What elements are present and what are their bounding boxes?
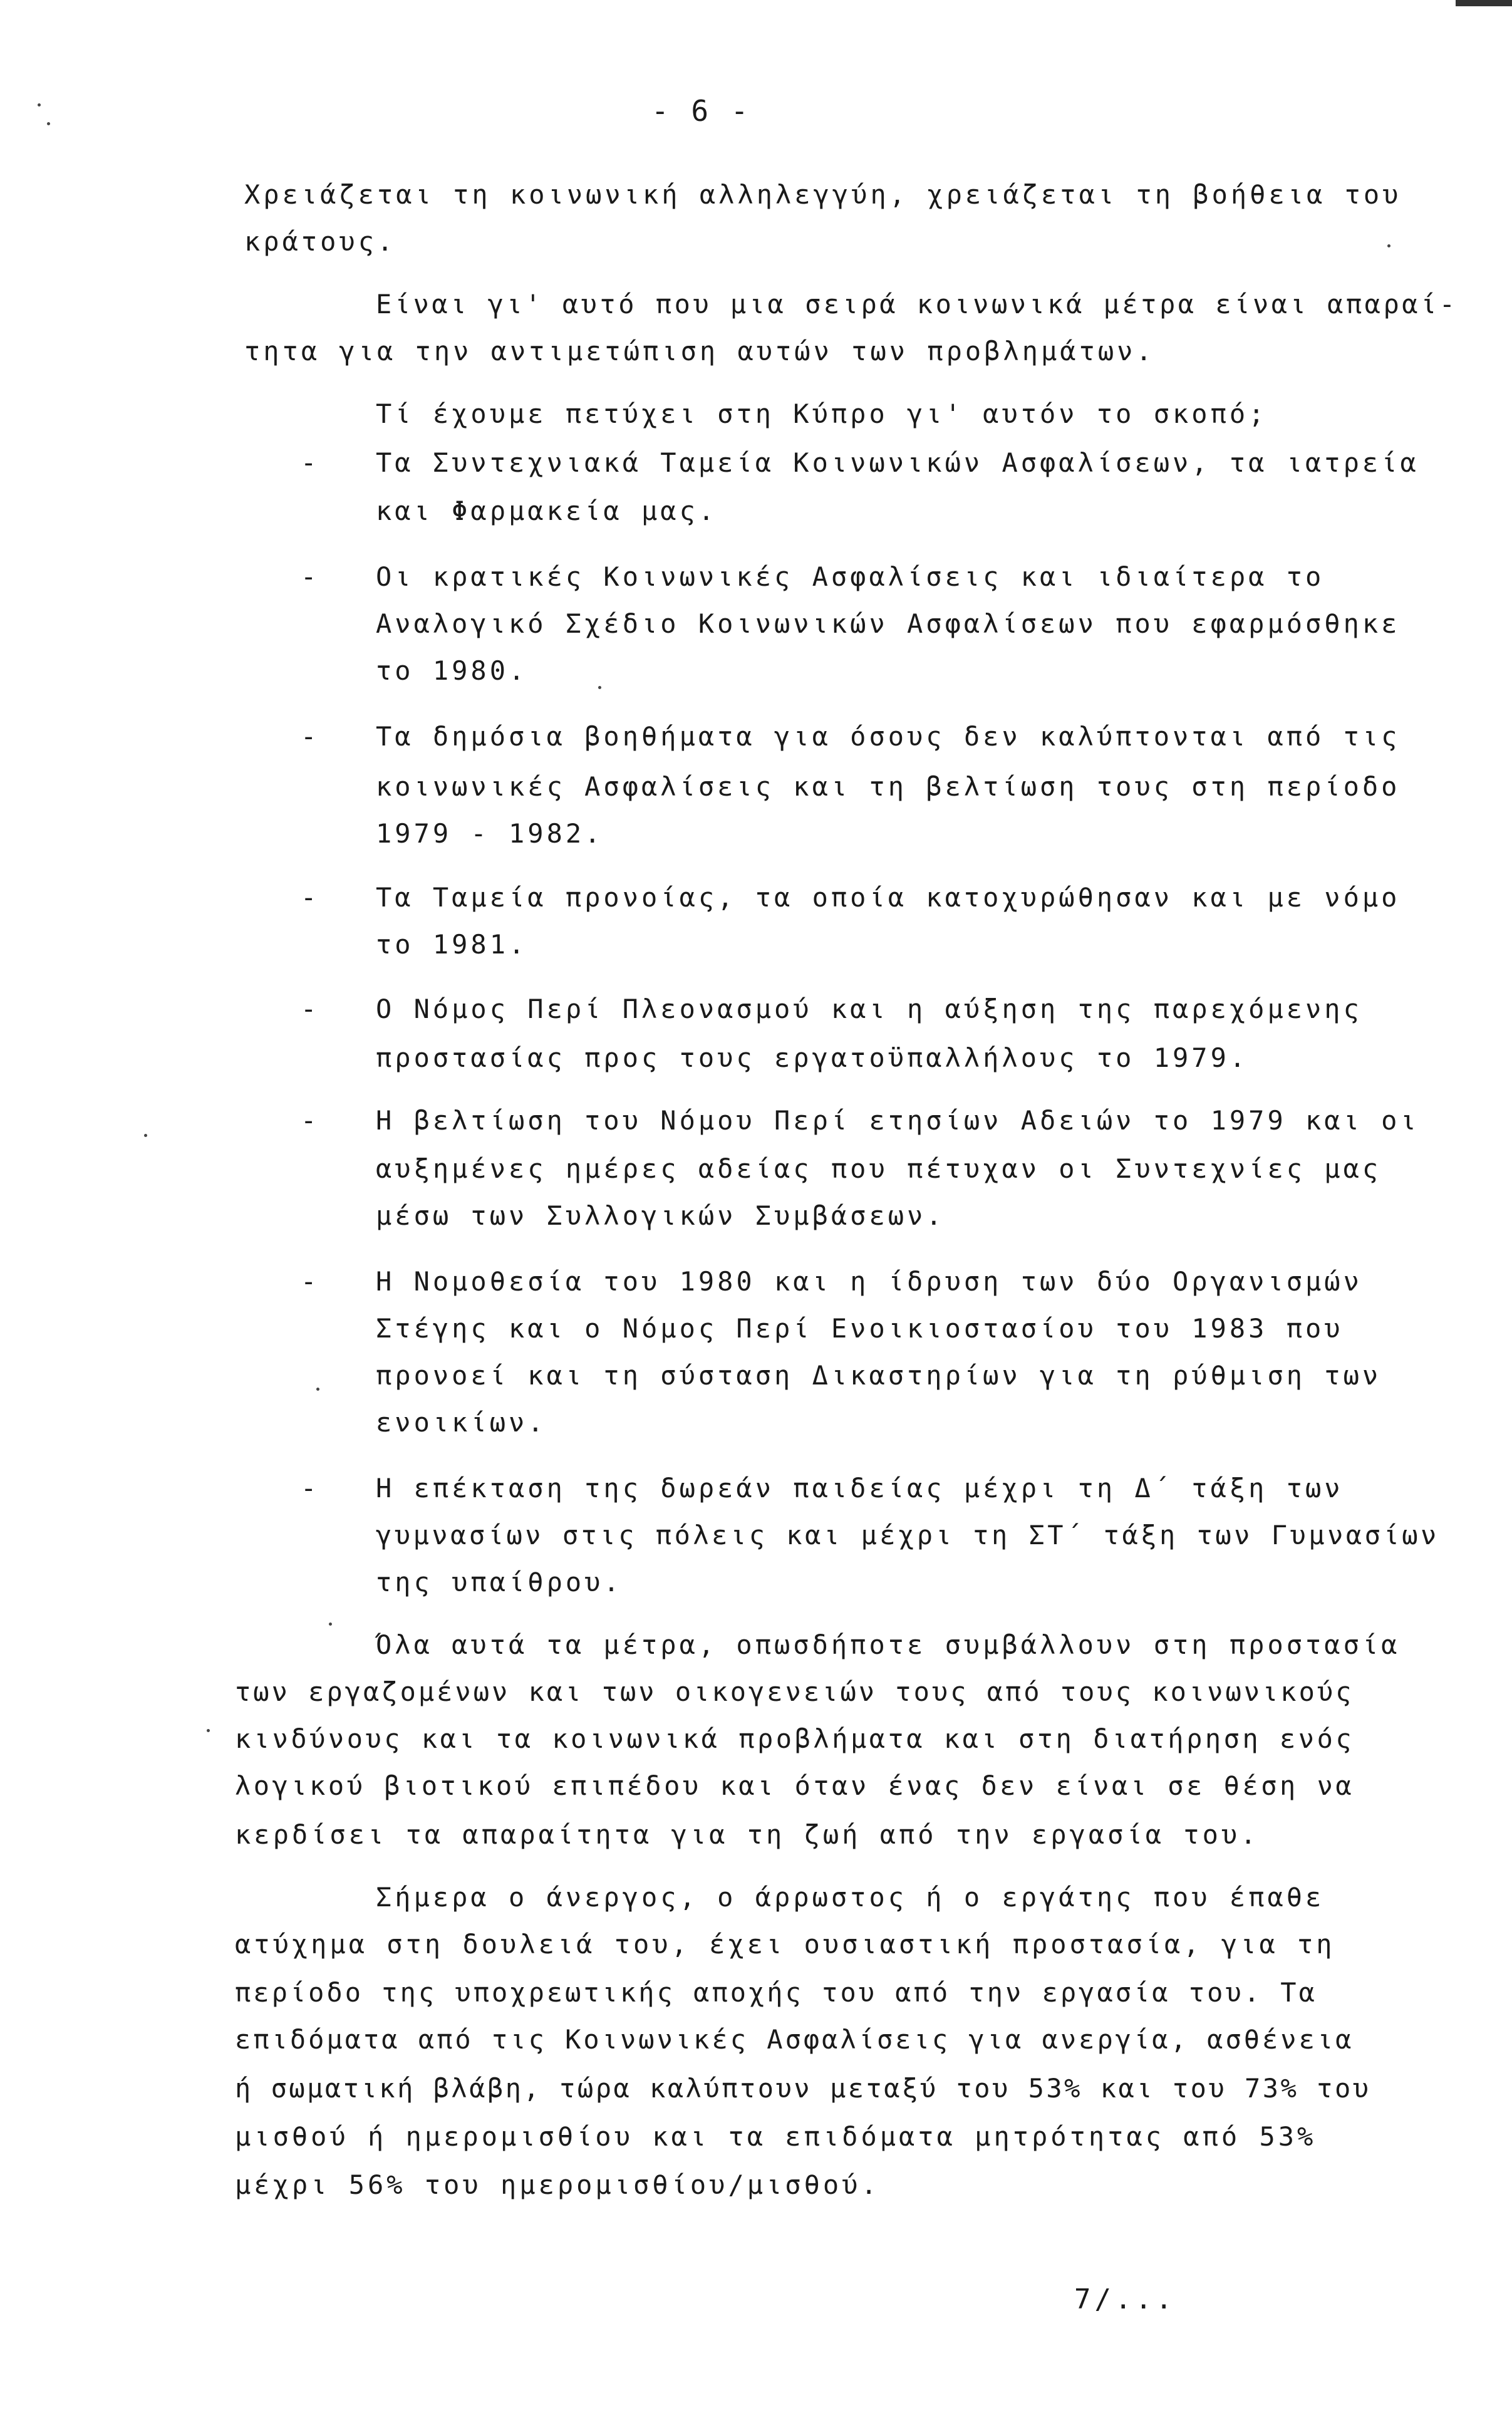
bullet-dash: - xyxy=(301,1473,317,1503)
text-line: ή σωματική βλάβη, τώρα καλύπτουν μεταξύ του 53% και του 73% του xyxy=(235,2073,1371,2104)
list-item-line: Η Νομοθεσία του 1980 και η ίδρυση των δύο Οργανισμών xyxy=(376,1266,1362,1297)
text-line: Σήμερα ο άνεργος, ο άρρωστος ή ο εργάτης που έπαθε xyxy=(376,1882,1325,1913)
bullet-dash: - xyxy=(301,561,317,592)
text-line: Όλα αυτά τα μέτρα, οπωσδήποτε συμβάλλουν στη προστασία xyxy=(376,1629,1401,1660)
list-item-line: Τα δημόσια βοηθήματα για όσους δεν καλύπτονται από τις xyxy=(376,721,1401,752)
scan-speck xyxy=(144,1134,147,1137)
bullet-dash: - xyxy=(301,882,317,913)
text-line: κράτους. xyxy=(244,226,396,257)
text-line: κινδύνους και τα κοινωνικά προβλήματα και στη διατήρηση ενός xyxy=(235,1723,1355,1754)
bullet-dash: - xyxy=(301,1266,317,1297)
list-item-line: το 1980. xyxy=(376,655,528,686)
text-line: Τί έχουμε πετύχει στη Κύπρο γι' αυτόν το σκοπό; xyxy=(376,398,1268,429)
list-item-line: 1979 - 1982. xyxy=(376,818,604,849)
list-item-line: Τα Ταμεία προνοίας, τα οποία κατοχυρώθησαν και με νόμο xyxy=(376,882,1401,913)
bullet-dash: - xyxy=(301,721,317,752)
text-line: ατύχημα στη δουλειά του, έχει ουσιαστική προστασία, για τη xyxy=(235,1929,1335,1960)
text-line: τητα για την αντιμετώπιση αυτών των προβλημάτων. xyxy=(244,336,1155,366)
bullet-dash: - xyxy=(301,994,317,1024)
list-item-line: της υπαίθρου. xyxy=(376,1567,623,1597)
list-item-line: Ο Νόμος Περί Πλεονασμού και η αύξηση της παρεχόμενης xyxy=(376,994,1362,1024)
list-item-line: κοινωνικές Ασφαλίσεις και τη βελτίωση τους στη περίοδο xyxy=(376,771,1401,802)
list-item-line: γυμνασίων στις πόλεις και μέχρι τη ΣΤ΄ τάξη των Γυμνασίων xyxy=(376,1520,1439,1550)
scan-speck xyxy=(598,686,601,689)
list-item-line: ενοικίων. xyxy=(376,1407,547,1438)
scan-speck xyxy=(316,1388,319,1391)
list-item-line: προνοεί και τη σύσταση Δικαστηρίων για τη ρύθμιση των xyxy=(376,1360,1382,1391)
text-line: των εργαζομένων και των οικογενειών τους από τους κοινωνικούς xyxy=(235,1676,1354,1707)
list-item-line: το 1981. xyxy=(376,929,528,960)
scan-speck xyxy=(207,1729,210,1732)
scan-speck xyxy=(47,122,50,125)
list-item-line: προστασίας προς τους εργατοϋπαλλήλους το 1979. xyxy=(376,1042,1249,1073)
list-item-line: Οι κρατικές Κοινωνικές Ασφαλίσεις και ιδιαίτερα το xyxy=(376,561,1325,592)
text-line: Είναι γι' αυτό που μια σειρά κοινωνικά μέτρα είναι απαραί- xyxy=(376,289,1458,319)
page-number: - 6 - xyxy=(651,94,751,128)
list-item-line: μέσω των Συλλογικών Συμβάσεων. xyxy=(376,1200,945,1231)
list-item-line: Τα Συντεχνιακά Ταμεία Κοινωνικών Ασφαλίσεων, τα ιατρεία xyxy=(376,447,1419,478)
text-line: λογικού βιοτικού επιπέδου και όταν ένας δεν είναι σε θέση να xyxy=(235,1770,1355,1801)
list-item-line: Η βελτίωση του Νόμου Περί ετησίων Αδειών το 1979 και οι xyxy=(376,1105,1419,1136)
text-line: μέχρι 56% του ημερομισθίου/μισθού. xyxy=(235,2169,880,2200)
text-line: μισθού ή ημερομισθίου και τα επιδόματα μητρότητας από 53% xyxy=(235,2121,1317,2152)
list-item-line: Η επέκταση της δωρεάν παιδείας μέχρι τη Δ΄ τάξη των xyxy=(376,1473,1344,1503)
list-item-line: Στέγης και ο Νόμος Περί Ενοικιοστασίου του 1983 που xyxy=(376,1313,1344,1344)
scan-edge-mark xyxy=(1456,0,1512,6)
bullet-dash: - xyxy=(301,447,317,478)
list-item-line: αυξημένες ημέρες αδείας που πέτυχαν οι Συντεχνίες μας xyxy=(376,1153,1382,1184)
text-line: Χρειάζεται τη κοινωνική αλληλεγγύη, χρειάζεται τη βοήθεια του xyxy=(244,179,1402,210)
scan-speck xyxy=(1387,244,1390,247)
text-line: περίοδο της υποχρεωτικής αποχής του από την εργασία του. Τα xyxy=(235,1977,1317,2008)
continued-page-marker: 7/... xyxy=(1074,2283,1176,2315)
text-line: επιδόματα από τις Κοινωνικές Ασφαλίσεις για ανεργία, ασθένεια xyxy=(235,2024,1354,2055)
scan-speck xyxy=(329,1623,332,1626)
list-item-line: και Φαρμακεία μας. xyxy=(376,496,718,526)
scan-speck xyxy=(38,103,41,106)
list-item-line: Αναλογικό Σχέδιο Κοινωνικών Ασφαλίσεων που εφαρμόσθηκε xyxy=(376,608,1401,639)
text-line: κερδίσει τα απαραίτητα για τη ζωή από την εργασία του. xyxy=(235,1819,1260,1850)
bullet-dash: - xyxy=(301,1105,317,1136)
